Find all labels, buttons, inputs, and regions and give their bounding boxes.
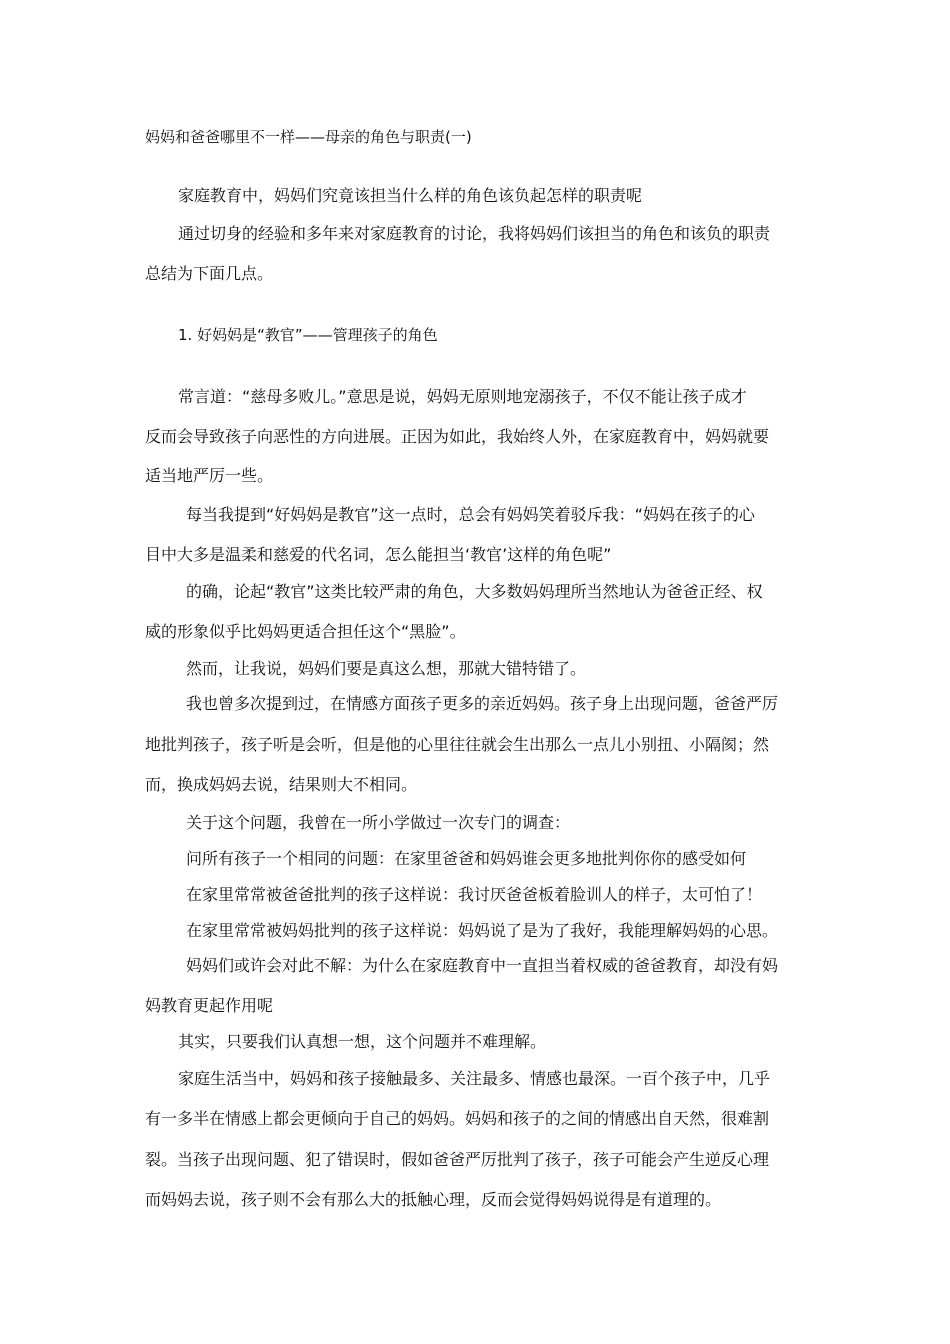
paragraph-line: 反而会导致孩子向恶性的方向进展。正因为如此，我始终人外，在家庭教育中，妈妈就要 xyxy=(145,427,770,446)
paragraph-line: 我也曾多次提到过，在情感方面孩子更多的亲近妈妈。孩子身上出现问题，爸爸严厉 xyxy=(186,694,779,713)
paragraph-line: 而，换成妈妈去说，结果则大不相同。 xyxy=(145,775,418,794)
paragraph-line: 然而，让我说，妈妈们要是真这么想，那就大错特错了。 xyxy=(186,659,587,678)
paragraph-line: 有一多半在情感上都会更倾向于自己的妈妈。妈妈和孩子的之间的情感出自天然，很难割 xyxy=(145,1109,770,1128)
section-heading: 1. 好妈妈是“教官”——管理孩子的角色 xyxy=(178,326,438,344)
paragraph-line: 总结为下面几点。 xyxy=(145,264,274,283)
paragraph-line: 的确，论起“教官”这类比较严肃的角色，大多数妈妈理所当然地认为爸爸正经、权 xyxy=(186,582,763,601)
paragraph-line: 在家里常常被妈妈批判的孩子这样说：妈妈说了是为了我好，我能理解妈妈的心思。 xyxy=(186,921,779,940)
paragraph-line: 适当地严厉一些。 xyxy=(145,466,274,485)
paragraph-line: 通过切身的经验和多年来对家庭教育的讨论，我将妈妈们该担当的角色和该负的职责 xyxy=(178,224,771,243)
paragraph-line: 地批判孩子，孩子听是会听，但是他的心里往往就会生出那么一点儿小别扭、小隔阂；然 xyxy=(145,735,770,754)
paragraph-line: 而妈妈去说，孩子则不会有那么大的抵触心理，反而会觉得妈妈说得是有道理的。 xyxy=(145,1190,722,1209)
paragraph-line: 在家里常常被爸爸批判的孩子这样说：我讨厌爸爸板着脸训人的样子，太可怕了！ xyxy=(186,885,763,904)
document-title: 妈妈和爸爸哪里不一样——母亲的角色与职责(一) xyxy=(145,128,472,146)
paragraph-line: 关于这个问题，我曾在一所小学做过一次专门的调查： xyxy=(186,813,571,832)
paragraph-line: 常言道：“慈母多败儿。”意思是说，妈妈无原则地宠溺孩子，不仅不能让孩子成才 xyxy=(178,387,747,406)
paragraph-line: 威的形象似乎比妈妈更适合担任这个“黑脸”。 xyxy=(145,622,466,641)
paragraph-line: 家庭生活当中，妈妈和孩子接触最多、关注最多、情感也最深。一百个孩子中，几乎 xyxy=(178,1069,771,1088)
paragraph-line: 目中大多是温柔和慈爱的代名词，怎么能担当‘教官’这样的角色呢” xyxy=(145,545,612,564)
paragraph-line: 每当我提到“好妈妈是教官”这一点时，总会有妈妈笑着驳斥我：“妈妈在孩子的心 xyxy=(186,505,755,524)
paragraph-line: 问所有孩子一个相同的问题：在家里爸爸和妈妈谁会更多地批判你你的感受如何 xyxy=(186,849,747,868)
paragraph-line: 妈妈们或许会对此不解：为什么在家庭教育中一直担当着权威的爸爸教育，却没有妈 xyxy=(186,956,779,975)
paragraph-line: 家庭教育中，妈妈们究竟该担当什么样的角色该负起怎样的职责呢 xyxy=(178,186,643,205)
paragraph-line: 裂。当孩子出现问题、犯了错误时，假如爸爸严厉批判了孩子，孩子可能会产生逆反心理 xyxy=(145,1150,770,1169)
paragraph-line: 其实，只要我们认真想一想，这个问题并不难理解。 xyxy=(178,1032,547,1051)
paragraph-line: 妈教育更起作用呢 xyxy=(145,996,274,1015)
